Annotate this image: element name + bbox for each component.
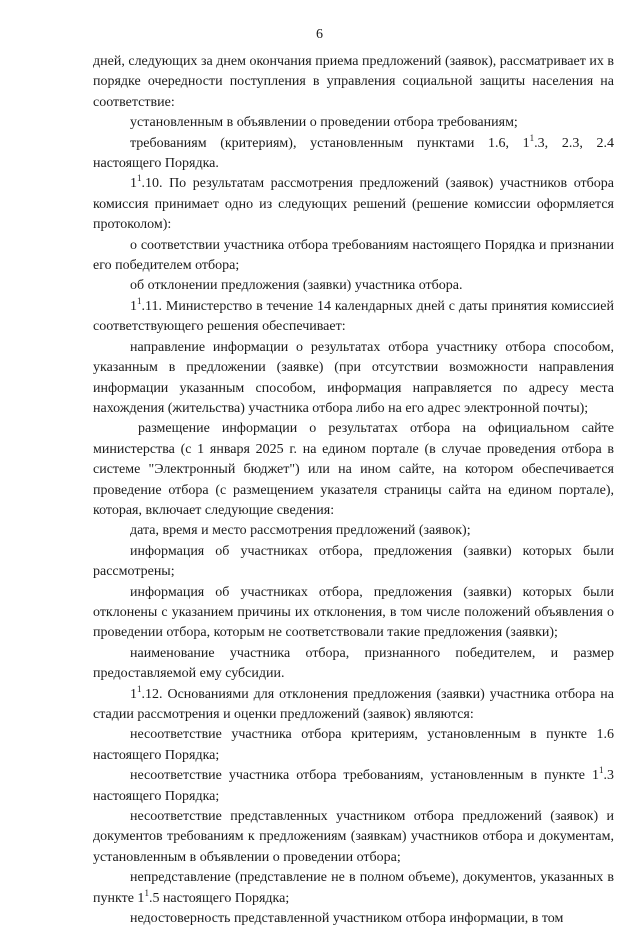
paragraph-ground-requirements: несоответствие участника отбора требованиям, установленным в пункте $1^1.3$ настоящего Порядка; xyxy=(93,765,614,804)
paragraph-criterion-announcement: установленным в объявлении о проведении отбора требованиям; xyxy=(130,115,518,131)
paragraph-item-1-1-12: $1^1.12$. Основаниями для отклонения предложения (заявки) участника отбора на стадии рассмотрения и оценки предложений (заявок) являются: xyxy=(93,683,614,722)
page-number: 6 xyxy=(316,27,323,42)
document-body xyxy=(93,52,614,929)
paragraph-ground-documents: несоответствие представленных участником отбора предложений (заявок) и документов требованиям к предложениям (заявкам) участников отбора и документам, установленным в объявлении о проведении отбора; xyxy=(93,809,614,865)
paragraph-decision-compliance: о соответствии участника отбора требованиям настоящего Порядка и признании его победителем отбора; xyxy=(93,237,614,274)
paragraph-continuation: дней, следующих за днем окончания приема предложений (заявок), рассматривает их в порядке очередности поступления в управления социальной защиты населения на соответствие: xyxy=(93,54,614,110)
paragraph-criterion-requirements: требованиям (критериям), установленным пунктами 1.6, $1^1.3$, 2.3, 2.4 настоящего Порядка. xyxy=(93,132,615,172)
paragraph-ground-unreliable: недостоверность представленной участником отбора информации, в том xyxy=(130,911,564,927)
paragraph-info-sending: направление информации о результатах отбора участнику отбора способом, указанным в предложении (заявке) (при отсутствии возможности направления информации указанным способом, информация направляется по адресу места нахождения (жительства) участника отбора либо на его адрес электронной почты); xyxy=(93,339,614,416)
paragraph-ground-nonsubmission: непредставление (представление не в полном объеме), документов, указанных в пункте $1^1.5$ настоящего Порядка; xyxy=(93,870,614,906)
paragraph-info-date-time: дата, время и место рассмотрения предложений (заявок); xyxy=(130,523,471,539)
paragraph-info-rejected: информация об участниках отбора, предложения (заявки) которых были отклонены с указанием причины их отклонения, в том числе положений объявления о проведении отбора, которым не соответствовали такие предложения (заявки); xyxy=(93,584,614,641)
paragraph-decision-rejection: об отклонении предложения (заявки) участника отбора. xyxy=(130,278,463,294)
paragraph-info-considered: информация об участниках отбора, предложения (заявки) которых были рассмотрены; xyxy=(93,543,614,580)
paragraph-info-winner: наименование участника отбора, признанного победителем, и размер предоставляемой ему субсидии. xyxy=(93,645,614,682)
paragraph-info-publishing: размещение информации о результатах отбора на официальном сайте министерства (с 1 января 2025 г. на едином портале (в случае проведения отбора в системе "Электронный бюджет") или на ином сайте, на котором обеспечивается проведение отбора (с размещением указателя страницы сайта на едином портале), которая, включает следующие сведения: xyxy=(93,421,614,518)
paragraph-item-1-1-10: $1^1.10$. По результатам рассмотрения предложений (заявок) участников отбора комиссия принимает одно из следующих решений (решение комиссии оформляется протоколом): xyxy=(93,173,614,233)
paragraph-item-1-1-11: $1^1.11$. Министерство в течение 14 календарных дней с даты принятия комиссией соответствующего решения обеспечивает: xyxy=(93,295,614,335)
paragraph-ground-criteria: несоответствие участника отбора критериям, установленным в пункте 1.6 настоящего Порядка; xyxy=(93,727,614,763)
